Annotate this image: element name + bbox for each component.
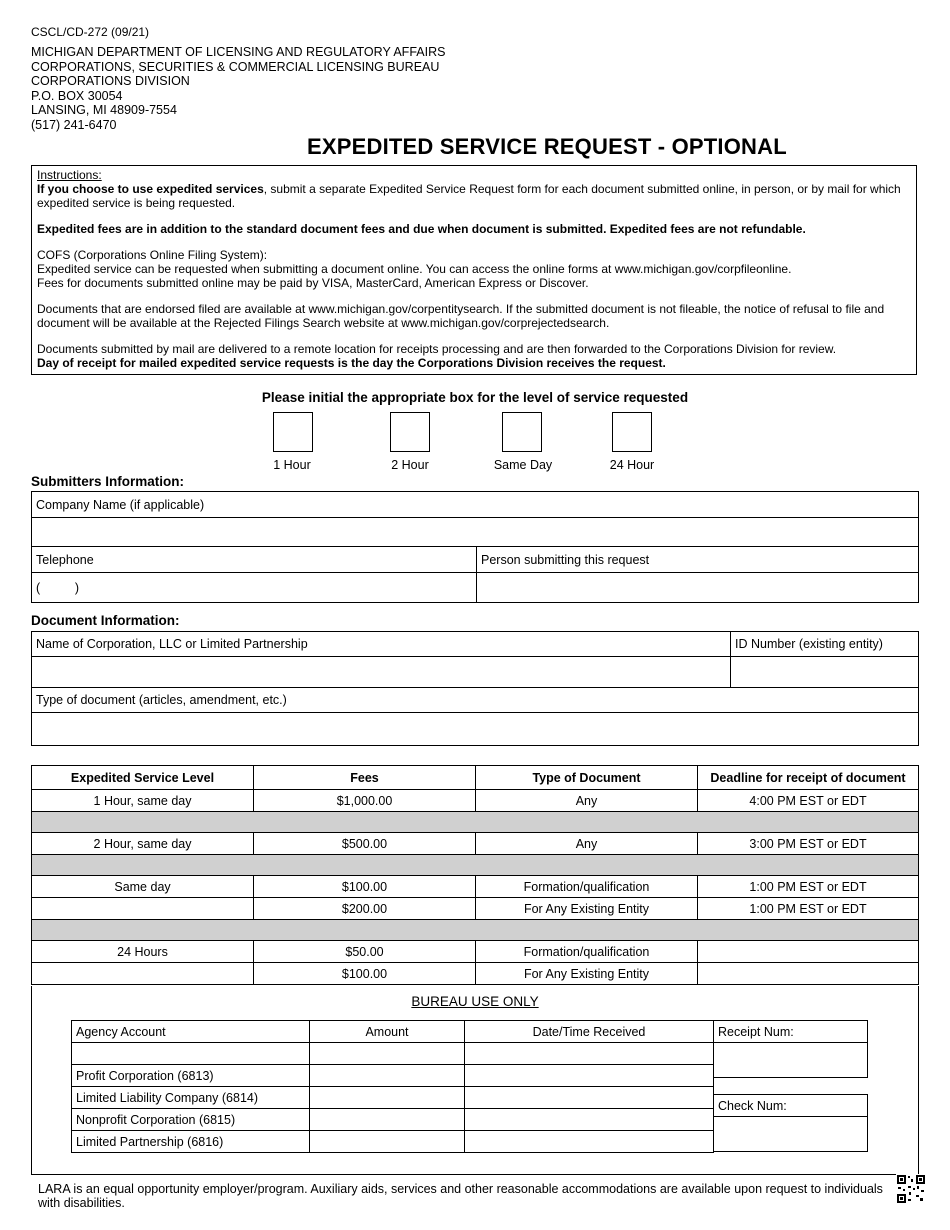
agency-address — [31, 45, 445, 132]
fees-cell: Any — [476, 790, 698, 812]
table-row — [32, 876, 919, 898]
table-row — [72, 1131, 714, 1153]
fees-cell: $100.00 — [254, 963, 476, 985]
table-row — [72, 1087, 714, 1109]
fees-cell: For Any Existing Entity — [476, 963, 698, 985]
table-row — [32, 941, 919, 963]
page-title: EXPEDITED SERVICE REQUEST - OPTIONAL — [307, 134, 787, 159]
qr-code-icon — [896, 1174, 926, 1204]
instructions-p1-text: , submit a separate Expedited Service Request form for each document submitted online, in person, or by mail for which expedited service is being requested. — [37, 182, 901, 210]
amount-field[interactable] — [310, 1065, 465, 1087]
bureau-header: Date/Time Received — [465, 1021, 714, 1043]
service-option-label: 24 Hour — [609, 458, 655, 472]
fees-cell — [698, 941, 919, 963]
shaded-separator-row — [32, 855, 919, 876]
document-type-field[interactable] — [32, 713, 919, 746]
fees-cell — [32, 898, 254, 920]
instructions-heading: Instructions: — [37, 168, 102, 182]
agency-account: Limited Partnership (6816) — [72, 1131, 310, 1153]
service-option-label: 1 Hour — [273, 458, 311, 472]
check-num-label: Check Num: — [714, 1095, 868, 1117]
bureau-table — [71, 1020, 714, 1153]
submitter-heading: Submitters Information: — [31, 474, 185, 489]
id-number-label: ID Number (existing entity) — [731, 632, 919, 657]
instructions-paragraph-2: Expedited fees are in addition to the standard document fees and due when document is submitted. Expedited fees are not refundable. — [37, 222, 806, 236]
receipt-num-label: Receipt Num: — [714, 1021, 868, 1043]
agency-line: LANSING, MI 48909-7554 — [31, 103, 177, 117]
document-table — [31, 631, 919, 746]
document-heading: Document Information: — [31, 613, 180, 628]
initial-box-24-hour[interactable] — [612, 412, 652, 452]
person-submitting-label: Person submitting this request — [477, 547, 919, 573]
id-number-field[interactable] — [731, 657, 919, 688]
instructions-paragraph-1 — [37, 182, 911, 210]
initial-box-2-hour[interactable] — [390, 412, 430, 452]
instructions-p1-bold: If you choose to use expedited services — [37, 182, 264, 196]
agency-account — [72, 1043, 310, 1065]
amount-field[interactable] — [310, 1109, 465, 1131]
agency-account: Limited Liability Company (6814) — [72, 1087, 310, 1109]
date-received-field[interactable] — [465, 1043, 714, 1065]
fees-cell: 4:00 PM EST or EDT — [698, 790, 919, 812]
document-type-label: Type of document (articles, amendment, etc.) — [32, 688, 919, 713]
fees-cell: 1 Hour, same day — [32, 790, 254, 812]
instructions-cofs-line: Fees for documents submitted online may be paid by VISA, MasterCard, American Express or Discover. — [37, 276, 589, 290]
fees-cell: $1,000.00 — [254, 790, 476, 812]
form-id: CSCL/CD-272 (09/21) — [31, 25, 150, 39]
fees-cell: 1:00 PM EST or EDT — [698, 876, 919, 898]
initial-box-same-day[interactable] — [502, 412, 542, 452]
fees-cell: $50.00 — [254, 941, 476, 963]
fees-cell — [32, 963, 254, 985]
shaded-separator-row — [32, 812, 919, 833]
amount-field[interactable] — [310, 1131, 465, 1153]
date-received-field[interactable] — [465, 1131, 714, 1153]
service-level-prompt: Please initial the appropriate box for the level of service requested — [261, 390, 689, 405]
fees-cell: 1:00 PM EST or EDT — [698, 898, 919, 920]
footer-disclaimer: LARA is an equal opportunity employer/program. Auxiliary aids, services and other reasonable accommodations are available upon request to individuals with disabilities. — [38, 1182, 883, 1210]
instructions-cofs-heading: COFS (Corporations Online Filing System): — [37, 248, 268, 262]
agency-line: P.O. BOX 30054 — [31, 88, 123, 103]
table-row — [72, 1109, 714, 1131]
agency-line: (517) 241-6470 — [31, 117, 117, 132]
corporation-name-label: Name of Corporation, LLC or Limited Partnership — [32, 632, 731, 657]
fees-header: Expedited Service Level — [32, 766, 254, 790]
agency-account: Profit Corporation (6813) — [72, 1065, 310, 1087]
agency-line: CORPORATIONS DIVISION — [31, 74, 190, 88]
telephone-label: Telephone — [32, 547, 477, 573]
fees-cell: 24 Hours — [32, 941, 254, 963]
date-received-field[interactable] — [465, 1109, 714, 1131]
instructions-paragraph-4: Documents that are endorsed filed are available at www.michigan.gov/corpentitysearch. If the submitted document is not fileable, the notice of refusal to file and document will be available at the Rejected Filings Search website at www.michigan.gov/corprejectedsearch. — [37, 302, 885, 330]
fees-cell: 2 Hour, same day — [32, 833, 254, 855]
fees-header: Fees — [254, 766, 476, 790]
check-box — [713, 1094, 868, 1152]
date-received-field[interactable] — [465, 1065, 714, 1087]
fees-cell: Any — [476, 833, 698, 855]
fees-cell: Formation/qualification — [476, 941, 698, 963]
corporation-name-field[interactable] — [32, 657, 731, 688]
initial-box-1-hour[interactable] — [273, 412, 313, 452]
submitter-table — [31, 491, 919, 603]
fees-cell — [698, 963, 919, 985]
instructions-paragraph-5-bold: Day of receipt for mailed expedited service requests is the day the Corporations Division receives the request. — [37, 356, 666, 370]
fees-cell: $200.00 — [254, 898, 476, 920]
company-name-field[interactable] — [32, 518, 919, 547]
shaded-separator-row — [32, 920, 919, 941]
amount-field[interactable] — [310, 1043, 465, 1065]
agency-line: MICHIGAN DEPARTMENT OF LICENSING AND REGULATORY AFFAIRS — [31, 45, 446, 59]
fees-header: Deadline for receipt of document — [698, 766, 919, 790]
bureau-title: BUREAU USE ONLY — [411, 994, 539, 1009]
service-option-label: Same Day — [493, 458, 553, 472]
instructions-cofs-line: Expedited service can be requested when submitting a document online. You can access the online forms at www.michigan.gov/corpfileonline. — [37, 262, 792, 276]
agency-account: Nonprofit Corporation (6815) — [72, 1109, 310, 1131]
fees-cell: Formation/qualification — [476, 876, 698, 898]
fees-cell: For Any Existing Entity — [476, 898, 698, 920]
telephone-field[interactable]: ( ) — [32, 573, 477, 603]
fees-cell: Same day — [32, 876, 254, 898]
fees-table — [31, 765, 919, 985]
fees-cell: 3:00 PM EST or EDT — [698, 833, 919, 855]
fees-cell: $500.00 — [254, 833, 476, 855]
company-name-label: Company Name (if applicable) — [32, 492, 919, 518]
table-row — [32, 898, 919, 920]
amount-field[interactable] — [310, 1087, 465, 1109]
instructions-paragraph-5: Documents submitted by mail are delivered to a remote location for receipts processing and are then forwarded to the Corporations Division for review. — [37, 342, 837, 356]
table-row — [72, 1065, 714, 1087]
service-option-label: 2 Hour — [391, 458, 429, 472]
table-row — [32, 963, 919, 985]
instructions-box — [31, 165, 917, 375]
agency-line: CORPORATIONS, SECURITIES & COMMERCIAL LICENSING BUREAU — [31, 59, 440, 74]
bureau-header: Amount — [310, 1021, 465, 1043]
fees-header: Type of Document — [476, 766, 698, 790]
table-row — [32, 833, 919, 855]
bureau-header: Agency Account — [72, 1021, 310, 1043]
receipt-box — [713, 1020, 868, 1078]
fees-cell: $100.00 — [254, 876, 476, 898]
check-num-field[interactable] — [714, 1117, 868, 1152]
person-submitting-field[interactable] — [477, 573, 919, 603]
table-row — [72, 1043, 714, 1065]
receipt-num-field[interactable] — [714, 1043, 868, 1078]
table-row — [32, 790, 919, 812]
date-received-field[interactable] — [465, 1087, 714, 1109]
